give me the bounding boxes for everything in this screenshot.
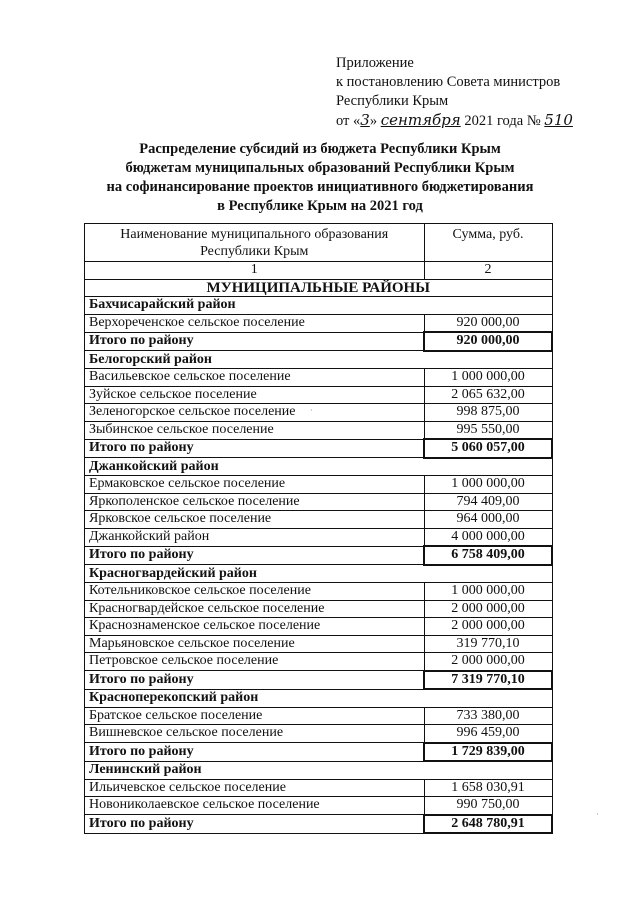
table-row bbox=[85, 600, 553, 618]
col-name-header: Наименование муниципального образования Республики Крым bbox=[85, 224, 425, 262]
table-row bbox=[85, 476, 553, 494]
total-label: Итого по району bbox=[85, 743, 425, 762]
settlement-amount: 1 658 030,91 bbox=[424, 779, 552, 797]
title-line: в Республике Крым на 2021 год bbox=[217, 198, 423, 214]
district-row bbox=[85, 351, 553, 369]
settlement-name: Зеленогорское сельское поселение bbox=[85, 404, 425, 422]
district-row bbox=[85, 297, 553, 315]
section-row bbox=[85, 279, 553, 297]
total-label: Итого по району bbox=[85, 546, 425, 565]
district-total-row bbox=[85, 439, 553, 458]
district-name: Красноперекопский район bbox=[85, 689, 553, 707]
col-amount-header: Сумма, руб. bbox=[424, 224, 552, 262]
settlement-amount: 995 550,00 bbox=[424, 421, 552, 439]
table-row bbox=[85, 404, 553, 422]
district-row bbox=[85, 761, 553, 779]
subsidy-table bbox=[84, 223, 553, 834]
settlement-amount: 319 770,10 bbox=[424, 635, 552, 653]
handwritten-day: 3 bbox=[360, 111, 370, 129]
total-label: Итого по району bbox=[85, 332, 425, 351]
col-number-1: 1 bbox=[85, 262, 425, 280]
district-total-row bbox=[85, 546, 553, 565]
settlement-amount: 998 875,00 bbox=[424, 404, 552, 422]
district-name: Бахчисарайский район bbox=[85, 297, 553, 315]
settlement-name: Васильевское сельское поселение bbox=[85, 369, 425, 387]
title-line: бюджетам муниципальных образований Республики Крым bbox=[125, 160, 515, 176]
settlement-name: Ильичевское сельское поселение bbox=[85, 779, 425, 797]
settlement-amount: 4 000 000,00 bbox=[424, 528, 552, 546]
table-row bbox=[85, 779, 553, 797]
total-label: Итого по району bbox=[85, 671, 425, 690]
table-row bbox=[85, 314, 553, 332]
title-line: Распределение субсидий из бюджета Республики Крым bbox=[139, 141, 501, 157]
appendix-line: к постановлению Совета министров bbox=[336, 74, 561, 90]
settlement-name: Новониколаевское сельское поселение bbox=[85, 797, 425, 815]
total-amount: 920 000,00 bbox=[424, 332, 552, 351]
settlement-name: Зуйское сельское поселение bbox=[85, 386, 425, 404]
district-name: Ленинский район bbox=[85, 761, 553, 779]
settlement-name: Красногвардейское сельское поселение bbox=[85, 600, 425, 618]
district-name: Джанкойский район bbox=[85, 458, 553, 476]
table-row bbox=[85, 583, 553, 601]
settlement-amount: 1 000 000,00 bbox=[424, 583, 552, 601]
total-amount: 6 758 409,00 bbox=[424, 546, 552, 565]
settlement-name: Братское сельское поселение bbox=[85, 707, 425, 725]
settlement-amount: 794 409,00 bbox=[424, 493, 552, 511]
handwritten-number: 510 bbox=[544, 111, 573, 129]
table-row bbox=[85, 618, 553, 636]
title-line: на софинансирование проектов инициативного бюджетирования bbox=[106, 179, 534, 195]
settlement-name: Зыбинское сельское поселение bbox=[85, 421, 425, 439]
decree-date-line bbox=[336, 111, 573, 131]
settlement-amount: 2 000 000,00 bbox=[424, 618, 552, 636]
date-mid: » bbox=[369, 113, 378, 129]
settlement-name: Марьяновское сельское поселение bbox=[85, 635, 425, 653]
settlement-name: Верхореченское сельское поселение bbox=[85, 314, 425, 332]
settlement-amount: 2 000 000,00 bbox=[424, 653, 552, 671]
table-row bbox=[85, 511, 553, 529]
settlement-amount: 2 000 000,00 bbox=[424, 600, 552, 618]
settlement-amount: 733 380,00 bbox=[424, 707, 552, 725]
table-row bbox=[85, 707, 553, 725]
district-name: Красногвардейский район bbox=[85, 565, 553, 583]
appendix-line: Приложение bbox=[336, 55, 414, 71]
settlement-name: Вишневское сельское поселение bbox=[85, 725, 425, 743]
settlement-name: Ярковское сельское поселение bbox=[85, 511, 425, 529]
table-header-row bbox=[85, 224, 553, 262]
total-amount: 2 648 780,91 bbox=[424, 815, 552, 834]
settlement-name: Яркополенское сельское поселение bbox=[85, 493, 425, 511]
settlement-name: Краснознаменское сельское поселение bbox=[85, 618, 425, 636]
document-title bbox=[60, 140, 580, 216]
settlement-name: Петровское сельское поселение bbox=[85, 653, 425, 671]
settlement-amount: 990 750,00 bbox=[424, 797, 552, 815]
settlement-amount: 996 459,00 bbox=[424, 725, 552, 743]
table-row bbox=[85, 653, 553, 671]
settlement-amount: 1 000 000,00 bbox=[424, 369, 552, 387]
district-total-row bbox=[85, 815, 553, 834]
settlement-amount: 920 000,00 bbox=[424, 314, 552, 332]
appendix-line: Республики Крым bbox=[336, 93, 449, 109]
table-row bbox=[85, 369, 553, 387]
district-name: Белогорский район bbox=[85, 351, 553, 369]
handwritten-month: сентября bbox=[380, 111, 461, 129]
appendix-block bbox=[336, 54, 573, 131]
district-row bbox=[85, 565, 553, 583]
column-number-row bbox=[85, 262, 553, 280]
settlement-name: Котельниковское сельское поселение bbox=[85, 583, 425, 601]
table-row bbox=[85, 421, 553, 439]
total-label: Итого по району bbox=[85, 815, 425, 834]
total-amount: 1 729 839,00 bbox=[424, 743, 552, 762]
district-row bbox=[85, 689, 553, 707]
table-row bbox=[85, 797, 553, 815]
col-number-2: 2 bbox=[424, 262, 552, 280]
table-row bbox=[85, 635, 553, 653]
scan-mark: · bbox=[596, 810, 599, 819]
date-prefix: от « bbox=[336, 113, 361, 129]
total-amount: 7 319 770,10 bbox=[424, 671, 552, 690]
total-label: Итого по району bbox=[85, 439, 425, 458]
settlement-name: Джанкойский район bbox=[85, 528, 425, 546]
settlement-amount: 2 065 632,00 bbox=[424, 386, 552, 404]
settlement-amount: 1 000 000,00 bbox=[424, 476, 552, 494]
district-total-row bbox=[85, 743, 553, 762]
total-amount: 5 060 057,00 bbox=[424, 439, 552, 458]
table-row bbox=[85, 386, 553, 404]
district-total-row bbox=[85, 332, 553, 351]
settlement-name: Ермаковское сельское поселение bbox=[85, 476, 425, 494]
district-row bbox=[85, 458, 553, 476]
table-row bbox=[85, 725, 553, 743]
section-title: МУНИЦИПАЛЬНЫЕ РАЙОНЫ bbox=[85, 279, 553, 297]
settlement-amount: 964 000,00 bbox=[424, 511, 552, 529]
scan-mark: · bbox=[310, 406, 313, 415]
table-row bbox=[85, 493, 553, 511]
table-row bbox=[85, 528, 553, 546]
date-year: 2021 года № bbox=[464, 113, 541, 129]
district-total-row bbox=[85, 671, 553, 690]
